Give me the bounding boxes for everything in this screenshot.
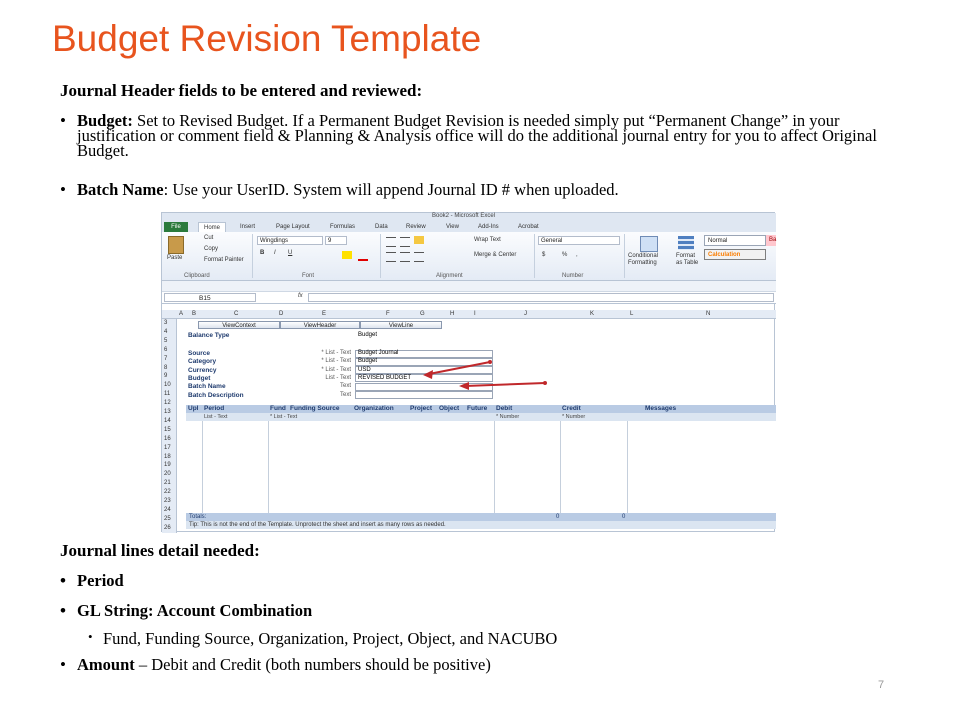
clipboard-group-label: Clipboard	[184, 273, 210, 279]
excel-screenshot	[161, 212, 775, 532]
comma-button[interactable]: ,	[576, 252, 578, 258]
bullet-amount-label: Amount	[77, 655, 135, 674]
quick-access-toolbar	[162, 281, 776, 292]
format-as-table-icon[interactable]	[678, 236, 694, 250]
tab-view[interactable]: View	[446, 224, 459, 230]
fx-button[interactable]: fx	[298, 293, 303, 299]
col-header-object: Object	[439, 405, 460, 412]
currency-button[interactable]: $	[542, 252, 546, 258]
row-header[interactable]: 17	[164, 444, 171, 451]
copy-button[interactable]: Copy	[204, 246, 219, 252]
type-credit: * Number	[562, 414, 586, 420]
journal-lines-header-row	[186, 405, 776, 413]
header-field-label: Currency	[188, 366, 217, 374]
total-credit: 0	[622, 514, 626, 520]
row-header[interactable]: 12	[164, 400, 171, 407]
header-field-label: Batch Name	[188, 383, 226, 391]
style-calculation[interactable]: Calculation	[704, 249, 766, 260]
bullet-dot: •	[60, 601, 66, 620]
column-headers	[162, 310, 776, 319]
column-header[interactable]: H	[450, 311, 455, 317]
tab-formulas[interactable]: Formulas	[330, 224, 356, 230]
tab-page-layout[interactable]: Page Layout	[276, 224, 310, 230]
ribbon-separator	[380, 234, 381, 278]
row-header[interactable]: 25	[164, 515, 171, 522]
row-header[interactable]: 21	[164, 480, 171, 487]
align-bottom-icon[interactable]	[414, 236, 424, 244]
column-header[interactable]: N	[706, 311, 711, 317]
col-header-organization: Organization	[354, 405, 394, 412]
bullet-budget-text: Set to Revised Budget. If a Permanent Budget Revision is needed simply put “Permanent Change” in your justification or comment field & Planning & Analysis office will do the additional journal entry for you to affect Original Budget.	[77, 111, 877, 160]
row-header[interactable]: 24	[164, 506, 171, 513]
column-header[interactable]: F	[386, 311, 390, 317]
paste-icon[interactable]	[168, 236, 184, 254]
page-number: 7	[878, 679, 885, 691]
italic-button[interactable]: I	[274, 250, 276, 256]
tab-review[interactable]: Review	[406, 224, 426, 230]
sub-bullet-gl-text: Fund, Funding Source, Organization, Project, Object, and NACUBO	[103, 629, 558, 648]
row-header[interactable]: 10	[164, 382, 171, 389]
col-header-future: Future	[467, 405, 488, 412]
conditional-formatting-label-2[interactable]: Formatting	[628, 260, 657, 266]
row-header[interactable]: 11	[164, 391, 171, 398]
view-line-button[interactable]: ViewLine	[360, 321, 442, 329]
bullet-amount-text: – Debit and Credit (both numbers should be positive)	[134, 655, 491, 674]
section-heading-header: Journal Header fields to be entered and reviewed:	[60, 81, 423, 100]
header-field-value[interactable]: REVISED BUDGET	[358, 374, 412, 381]
bullet-batch-label: Batch Name	[77, 180, 164, 199]
bullet-batch-name	[60, 182, 900, 197]
row-header[interactable]: 4	[164, 328, 168, 335]
ribbon-separator	[624, 234, 625, 278]
header-field-type: * List - Text	[321, 350, 351, 356]
number-group-label: Number	[562, 273, 584, 279]
tab-insert[interactable]: Insert	[240, 224, 256, 230]
align-center-icon[interactable]	[400, 252, 410, 262]
row-header[interactable]: 3	[164, 320, 168, 326]
format-as-table-label-2[interactable]: as Table	[676, 260, 699, 266]
bullet-period-text: Period	[77, 571, 124, 590]
sub-bullet-gl	[88, 629, 558, 649]
tab-acrobat[interactable]: Acrobat	[518, 224, 539, 230]
font-name-select[interactable]: Wingdings	[257, 236, 323, 245]
align-left-icon[interactable]	[386, 252, 396, 262]
align-top-icon[interactable]	[386, 237, 396, 247]
header-field-type: * List - Text	[321, 358, 351, 365]
bullet-amount	[60, 657, 900, 672]
formula-bar	[162, 292, 776, 304]
wrap-text-button[interactable]: Wrap Text	[474, 237, 501, 243]
bullet-budget-label: Budget:	[77, 111, 133, 130]
conditional-formatting-icon[interactable]	[640, 236, 658, 252]
arrow-head-icon	[459, 382, 469, 390]
arrow-tail-dot	[543, 381, 547, 385]
column-header[interactable]: E	[322, 311, 327, 317]
bullet-gl-string	[60, 603, 900, 618]
column-header[interactable]: J	[524, 311, 527, 317]
arrow-tail-dot	[488, 360, 492, 364]
total-debit: 0	[556, 514, 560, 520]
alignment-group-label: Alignment	[436, 273, 463, 279]
align-right-icon[interactable]	[414, 252, 424, 262]
column-header[interactable]: K	[590, 311, 595, 317]
conditional-formatting-label-1[interactable]: Conditional	[628, 253, 659, 259]
header-field-value[interactable]: USD	[358, 366, 371, 373]
column-header[interactable]: D	[279, 311, 284, 317]
bullet-dot: •	[60, 180, 66, 199]
style-normal[interactable]: Normal	[704, 235, 766, 246]
header-field-type: * List - Text	[321, 366, 351, 373]
format-as-table-label-1[interactable]: Format	[676, 253, 696, 259]
format-painter-button[interactable]: Format Painter	[204, 257, 244, 263]
row-header[interactable]: 13	[164, 409, 171, 415]
header-field-label: Batch Description	[188, 391, 244, 399]
tab-data[interactable]: Data	[375, 224, 388, 230]
bullet-period	[60, 573, 900, 588]
type-fund: * List - Text	[270, 414, 298, 420]
ribbon	[162, 232, 776, 281]
row-header[interactable]: 16	[164, 435, 171, 442]
row-header[interactable]: 15	[164, 426, 171, 433]
font-size-select[interactable]: 9	[325, 236, 347, 245]
header-field-type: Text	[339, 383, 351, 390]
column-header[interactable]: A	[179, 311, 184, 317]
header-field-label: Budget	[188, 374, 211, 382]
view-context-button[interactable]: ViewContext	[198, 321, 280, 329]
arrow-head-icon	[423, 370, 433, 379]
name-box[interactable]: B15	[164, 293, 256, 302]
column-header[interactable]: I	[474, 311, 476, 317]
number-format-select[interactable]: General	[538, 236, 620, 245]
row-header[interactable]: 26	[164, 524, 171, 531]
slide-title: Budget Revision Template	[52, 18, 482, 59]
row-header[interactable]: 22	[164, 489, 171, 496]
tip-text: Tip: This is not the end of the Template. Unprotect the sheet and insert as many rows as needed.	[189, 522, 446, 528]
type-period: List - Text	[204, 414, 228, 420]
balance-type-label: Balance Type	[188, 332, 230, 339]
style-bad[interactable]: Ba	[766, 235, 776, 246]
section-heading-lines: Journal lines detail needed:	[60, 541, 260, 560]
bullet-dot: •	[88, 629, 93, 644]
col-header-fund: Fund	[270, 405, 286, 412]
row-header[interactable]: 8	[164, 364, 168, 371]
column-header[interactable]: G	[420, 311, 425, 317]
totals-row	[186, 513, 776, 521]
font-color-icon[interactable]	[358, 251, 368, 261]
percent-button[interactable]: %	[562, 252, 568, 258]
align-middle-icon[interactable]	[400, 237, 410, 247]
bullet-budget	[60, 113, 900, 158]
bullet-dot: •	[60, 655, 66, 674]
col-header-credit: Credit	[562, 405, 581, 412]
annotation-arrows	[417, 357, 557, 397]
header-field-label: Category	[188, 358, 217, 366]
arrow-to-batch-name	[465, 383, 545, 386]
cut-button[interactable]: Cut	[204, 235, 214, 241]
totals-label: Totals:	[189, 514, 207, 520]
row-header[interactable]: 9	[164, 373, 168, 380]
col-header-messages: Messages	[645, 405, 677, 412]
ribbon-tabs	[162, 221, 776, 232]
column-header[interactable]: C	[234, 311, 239, 317]
balance-type-value[interactable]: Budget	[358, 332, 378, 338]
journal-lines-type-row	[186, 413, 776, 421]
row-header[interactable]: 5	[164, 337, 168, 344]
row-header[interactable]: 20	[164, 471, 171, 478]
header-field-type: Text	[339, 391, 351, 398]
row-header[interactable]: 19	[164, 462, 171, 469]
tab-file[interactable]: File	[164, 222, 188, 232]
grid-line	[627, 421, 628, 513]
view-header-button[interactable]: ViewHeader	[280, 321, 360, 329]
fill-color-icon[interactable]	[342, 251, 352, 259]
header-field-type: List - Text	[325, 374, 351, 381]
row-header[interactable]: 14	[164, 417, 171, 424]
arrow-to-budget	[429, 362, 490, 374]
underline-button[interactable]: U	[288, 250, 293, 256]
excel-window-title: Book2 - Microsoft Excel	[432, 213, 496, 219]
row-header[interactable]: 7	[164, 355, 168, 362]
bold-button[interactable]: B	[260, 250, 265, 256]
bullet-dot: •	[60, 571, 66, 590]
col-header-project: Project	[410, 405, 433, 412]
paste-button[interactable]: Paste	[167, 255, 183, 261]
col-header-funding-source: Funding Source	[290, 405, 340, 412]
formula-input[interactable]	[308, 293, 774, 302]
tip-row	[186, 521, 776, 529]
tab-add-ins[interactable]: Add-Ins	[478, 224, 499, 230]
row-header[interactable]: 18	[164, 453, 171, 460]
header-field-value[interactable]: Budget	[358, 358, 378, 365]
bullet-batch-text: : Use your UserID. System will append Journal ID # when uploaded.	[163, 180, 619, 199]
ribbon-separator	[252, 234, 253, 278]
merge-center-button[interactable]: Merge & Center	[474, 252, 517, 258]
row-header[interactable]: 23	[164, 498, 171, 504]
col-header-period: Period	[204, 405, 225, 412]
tab-home[interactable]: Home	[198, 222, 226, 233]
grid-line	[494, 421, 495, 513]
column-header[interactable]: L	[630, 311, 634, 317]
grid-line	[560, 421, 561, 513]
col-header-upl: Upl	[188, 405, 199, 412]
bullet-gl-text: GL String: Account Combination	[77, 601, 313, 620]
excel-title-bar	[162, 213, 776, 221]
ribbon-separator	[534, 234, 535, 278]
journal-lines-grid[interactable]	[186, 421, 776, 513]
row-headers	[162, 319, 177, 533]
font-group-label: Font	[302, 273, 315, 279]
header-field-value[interactable]: Budget Journal	[358, 350, 399, 356]
col-header-debit: Debit	[496, 405, 513, 412]
grid-line	[268, 421, 269, 513]
column-header[interactable]: B	[192, 311, 197, 317]
row-header[interactable]: 6	[164, 346, 168, 353]
header-field-label: Source	[188, 350, 211, 357]
bullet-dot: •	[60, 111, 66, 130]
type-debit: * Number	[496, 414, 520, 420]
grid-line	[202, 421, 203, 513]
